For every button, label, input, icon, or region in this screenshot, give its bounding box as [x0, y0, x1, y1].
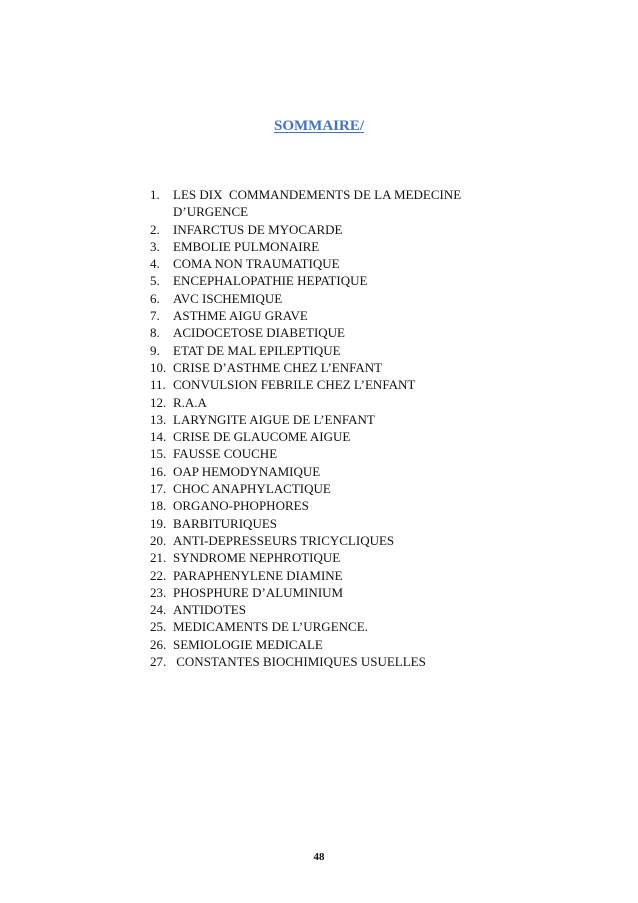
toc-item	[150, 394, 550, 411]
toc-item	[150, 238, 550, 255]
toc-item	[150, 653, 550, 670]
toc-item-number: 8.	[150, 325, 160, 341]
toc-item	[150, 445, 550, 462]
toc-item-label: CONSTANTES BIOCHIMIQUES USUELLES	[173, 654, 426, 670]
toc-item	[150, 376, 550, 393]
toc-item-number: 10.	[150, 359, 167, 375]
toc-item-label: R.A.A	[173, 394, 207, 410]
toc-item	[150, 255, 550, 272]
toc-item-number: 19.	[150, 515, 167, 531]
toc-item-number: 25.	[150, 619, 167, 635]
toc-item-number: 16.	[150, 463, 167, 479]
toc-item	[150, 359, 550, 376]
toc-item-number: 2.	[150, 221, 160, 237]
toc-item-label: ENCEPHALOPATHIE HEPATIQUE	[173, 273, 368, 289]
toc-item-number: 21.	[150, 550, 167, 566]
toc-item-label: LARYNGITE AIGUE DE L’ENFANT	[173, 411, 375, 427]
toc-item-label: CONVULSION FEBRILE CHEZ L’ENFANT	[173, 377, 416, 393]
toc-item-number: 17.	[150, 481, 167, 497]
toc-item	[150, 411, 550, 428]
toc-item-label: CHOC ANAPHYLACTIQUE	[173, 481, 331, 497]
toc-item	[150, 584, 550, 601]
toc-item-label: ANTIDOTES	[173, 602, 246, 618]
toc-item-label: ANTI-DEPRESSEURS TRICYCLIQUES	[173, 532, 395, 548]
toc-item	[150, 186, 550, 203]
toc-item-number: 15.	[150, 446, 167, 462]
toc-item-label: INFARCTUS DE MYOCARDE	[173, 221, 343, 237]
toc-item-label: ASTHME AIGU GRAVE	[173, 308, 308, 324]
page-title: SOMMAIRE/	[274, 118, 364, 134]
toc-item	[150, 203, 550, 220]
toc-item-label: ETAT DE MAL EPILEPTIQUE	[173, 342, 341, 358]
page-number: 48	[313, 851, 325, 863]
toc-item	[150, 567, 550, 584]
toc-item-label: SYNDROME NEPHROTIQUE	[173, 550, 341, 566]
toc-item	[150, 342, 550, 359]
toc-item	[150, 515, 550, 532]
toc-item-label: EMBOLIE PULMONAIRE	[173, 238, 320, 254]
toc-item-label: COMA NON TRAUMATIQUE	[173, 256, 340, 272]
toc-item-label: ACIDOCETOSE DIABETIQUE	[173, 325, 345, 341]
toc-item-label: FAUSSE COUCHE	[173, 446, 278, 462]
toc-item-number: 24.	[150, 602, 167, 618]
toc-item	[150, 221, 550, 238]
toc-item-number: 14.	[150, 429, 167, 445]
toc-item-number: 5.	[150, 273, 160, 289]
toc-item	[150, 480, 550, 497]
toc-item-label: CRISE DE GLAUCOME AIGUE	[173, 429, 351, 445]
toc-item	[150, 272, 550, 289]
toc-item	[150, 307, 550, 324]
table-of-contents	[150, 186, 550, 670]
toc-item	[150, 532, 550, 549]
toc-item	[150, 636, 550, 653]
toc-item-label: CRISE D’ASTHME CHEZ L’ENFANT	[173, 359, 383, 375]
toc-item-label: PHOSPHURE D’ALUMINIUM	[173, 584, 344, 600]
toc-item-label: AVC ISCHEMIQUE	[173, 290, 283, 306]
toc-item-number: 27.	[150, 654, 167, 670]
toc-item-label: OAP HEMODYNAMIQUE	[173, 463, 321, 479]
toc-item-label: MEDICAMENTS DE L’URGENCE.	[173, 619, 368, 635]
toc-item	[150, 497, 550, 514]
toc-item-number: 23.	[150, 584, 167, 600]
toc-item-number: 9.	[150, 342, 160, 358]
toc-item-label: ORGANO-PHOPHORES	[173, 498, 309, 514]
toc-item	[150, 549, 550, 566]
toc-item-number: 13.	[150, 411, 167, 427]
toc-item-number: 12.	[150, 394, 167, 410]
toc-item-number: 7.	[150, 308, 160, 324]
toc-item-label: PARAPHENYLENE DIAMINE	[173, 567, 343, 583]
toc-item	[150, 290, 550, 307]
toc-item	[150, 463, 550, 480]
toc-item	[150, 618, 550, 635]
toc-item	[150, 601, 550, 618]
toc-item-number	[150, 203, 173, 220]
toc-item-number: 1.	[150, 187, 160, 202]
toc-item-label: BARBITURIQUES	[173, 515, 278, 531]
toc-item	[150, 324, 550, 341]
toc-item-number: 4.	[150, 256, 160, 272]
toc-item-number: 3.	[150, 238, 160, 254]
toc-item-number: 11.	[150, 377, 166, 393]
toc-item-number: 26.	[150, 636, 167, 652]
toc-item	[150, 428, 550, 445]
toc-item-label: LES DIX COMMANDEMENTS DE LA MEDECINE	[173, 187, 462, 202]
toc-item-label: D’URGENCE	[173, 204, 249, 220]
toc-item-number: 22.	[150, 567, 167, 583]
toc-item-number: 6.	[150, 290, 160, 306]
toc-item-number: 18.	[150, 498, 167, 514]
toc-item-number: 20.	[150, 532, 167, 548]
toc-item-label: SEMIOLOGIE MEDICALE	[173, 636, 323, 652]
